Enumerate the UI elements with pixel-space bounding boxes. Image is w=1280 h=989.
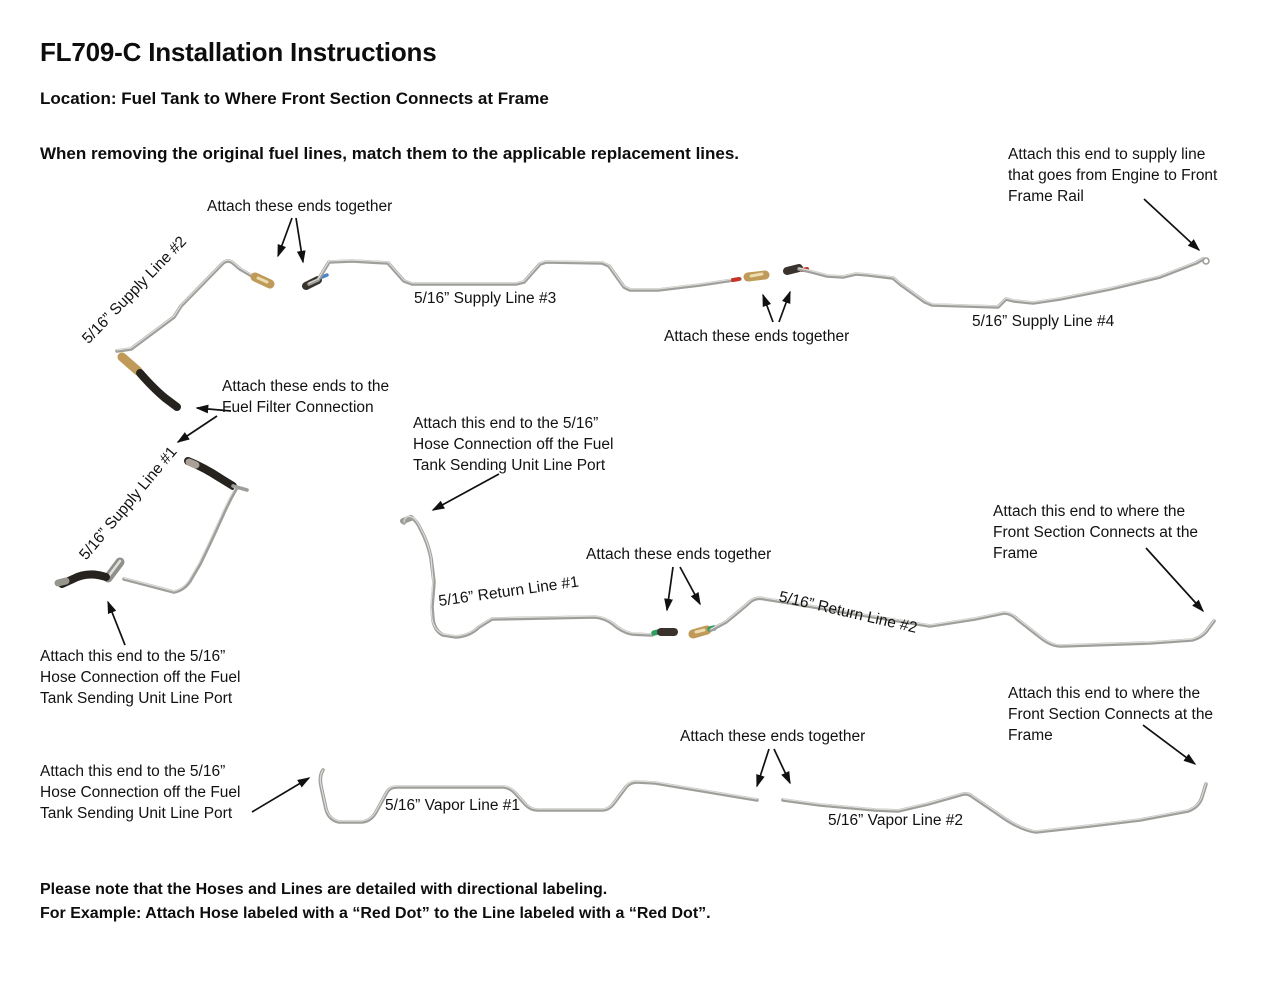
annotation-line: Tank Sending Unit Line Port: [413, 457, 606, 474]
label-supply-line-3: 5/16” Supply Line #3: [414, 290, 557, 307]
annotation-line: Hose Connection off the Fuel: [413, 436, 614, 453]
annotation-line: Attach this end to where the: [993, 503, 1186, 520]
red-mark: [733, 279, 739, 280]
location-subtitle: Location: Fuel Tank to Where Front Section Connects at Frame: [40, 89, 549, 108]
label-return-line-2: 5/16” Return Line #2: [777, 588, 919, 637]
label-supply-line-4: 5/16” Supply Line #4: [972, 313, 1115, 330]
footer-note-1: Please note that the Hoses and Lines are detailed with directional labeling.: [40, 881, 608, 898]
footer-note-2: For Example: Attach Hose labeled with a “Red Dot” to the Line labeled with a “Red Dot”.: [40, 905, 711, 922]
annotation-line: that goes from Engine to Front: [1008, 167, 1218, 184]
arrow-supply34-right: [779, 292, 790, 322]
annotation-attach-ends-vapor: Attach these ends together: [680, 728, 866, 745]
annotation-line: Tank Sending Unit Line Port: [40, 690, 233, 707]
supply-line-4-art: [787, 258, 1209, 307]
supply2-hose: [140, 373, 177, 407]
annotation-line: Attach this end to the 5/16”: [413, 415, 599, 432]
label-supply-line-2: 5/16” Supply Line #2: [79, 233, 191, 348]
supply4-start-fitting: [787, 268, 799, 271]
annotation-frame-return: [993, 501, 1221, 564]
arrow-sending-unit-left1: [108, 602, 125, 645]
annotation-line: Front Section Connects at the: [993, 524, 1199, 541]
return-line-1-art: [403, 517, 674, 637]
annotation-line: Hose Connection off the Fuel: [40, 784, 241, 801]
annotation-line: Attach these ends to the: [222, 378, 390, 395]
annotation-line: Front Section Connects at the: [1008, 706, 1214, 723]
annotation-sending-unit-vapor1: [40, 761, 260, 824]
arrow-top-right: [296, 218, 303, 262]
annotation-line: Attach this end to the 5/16”: [40, 648, 226, 665]
annotation-sending-unit-mid: [413, 413, 633, 476]
annotation-line: Frame: [1008, 727, 1053, 744]
annotation-fuel-filter: [222, 376, 412, 418]
arrow-sending-unit-mid: [433, 474, 499, 510]
supply-line-3-art: [306, 260, 765, 290]
annotation-line: Fuel Filter Connection: [222, 399, 374, 416]
annotation-frame-vapor: [1008, 683, 1236, 746]
annotation-attach-ends-top: Attach these ends together: [207, 198, 393, 215]
arrow-fuel-filter-2: [178, 416, 217, 442]
arrow-sending-unit-left2: [252, 778, 309, 812]
label-vapor-line-2: 5/16” Vapor Line #2: [828, 812, 964, 829]
annotation-line: Tank Sending Unit Line Port: [40, 805, 233, 822]
arrow-top-left: [278, 218, 292, 256]
arrow-vapor-right: [774, 749, 790, 783]
page-title: FL709-C Installation Instructions: [40, 37, 437, 67]
annotation-line: Attach this end to where the: [1008, 685, 1201, 702]
label-supply-line-1: 5/16” Supply Line #1: [76, 443, 181, 564]
annotation-line: Frame Rail: [1008, 188, 1084, 205]
annotation-sending-unit-supply1: [40, 646, 260, 709]
label-vapor-line-1: 5/16” Vapor Line #1: [385, 797, 521, 814]
arrow-vapor-left: [757, 749, 769, 786]
annotation-line: Hose Connection off the Fuel: [40, 669, 241, 686]
annotation-line: Attach this end to supply line: [1008, 146, 1206, 163]
supply2-tank-fitting: [122, 357, 138, 371]
return-line-2-art: [693, 597, 1214, 646]
supply4-end-tip: [1203, 258, 1209, 264]
arrow-return-right: [680, 567, 700, 604]
annotation-attach-ends-return: Attach these ends together: [586, 546, 772, 563]
label-return-line-1: 5/16” Return Line #1: [437, 573, 580, 611]
annotation-attach-ends-supply34: Attach these ends together: [664, 328, 850, 345]
annotation-line: Attach this end to the 5/16”: [40, 763, 226, 780]
intro-note: When removing the original fuel lines, match them to the applicable replacement lines.: [40, 144, 740, 163]
annotation-line: Frame: [993, 545, 1038, 562]
arrow-supply34-left: [763, 295, 773, 322]
arrow-return-left: [667, 567, 673, 610]
annotation-engine-front-rail: [1008, 144, 1244, 207]
